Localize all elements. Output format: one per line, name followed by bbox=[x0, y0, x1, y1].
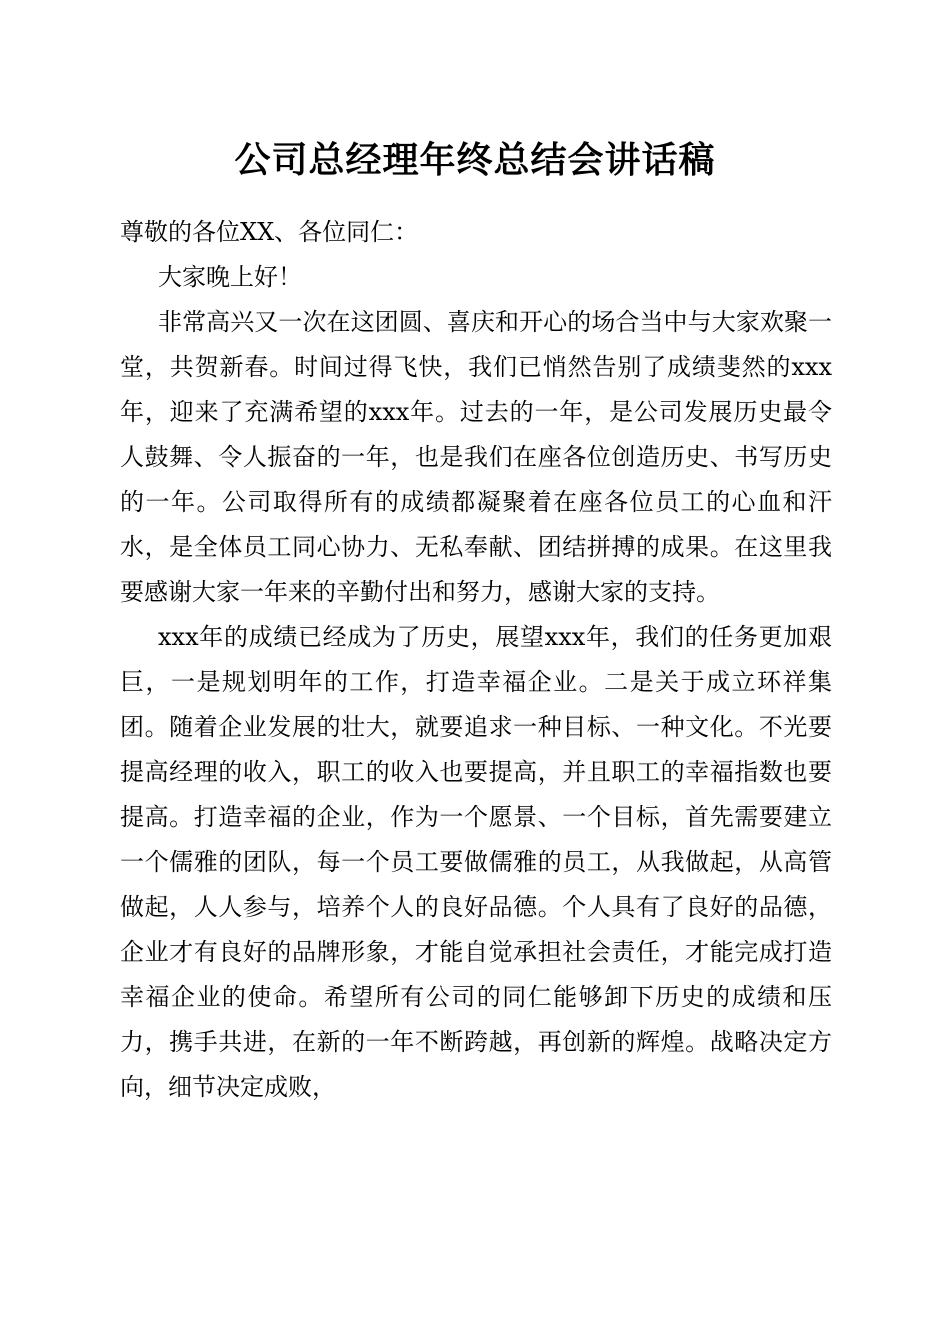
greeting: 大家晚上好！ bbox=[158, 263, 302, 291]
paragraph-1: 非常高兴又一次在这团圆、喜庆和开心的场合当中与大家欢聚一堂，共贺新春。时间过得飞快，我们已悄然告别了成绩斐然的xxx年，迎来了充满希望的xxx年。过去的一年，是公司发展历史最令人鼓舞、令人振奋的一年，也是我们在座各位创造历史、书写历史的一年。公司取得所有的成绩都凝聚着在座各位员工的心血和汗水，是全体员工同心协力、无私奉献、团结拼搏的成果。在这里我要感谢大家一年来的辛勤付出和努力，感谢大家的支持。 bbox=[120, 308, 832, 606]
document-title: 公司总经理年终总结会讲话稿 bbox=[234, 139, 716, 181]
salutation: 尊敬的各位XX、各位同仁： bbox=[120, 218, 419, 246]
paragraph-2: xxx年的成绩已经成为了历史，展望xxx年，我们的任务更加艰巨，一是规划明年的工作，打造幸福企业。二是关于成立环祥集团。随着企业发展的壮大，就要追求一种目标、一种文化。不光要提高经理的收入，职工的收入也要提高，并且职工的幸福指数也要提高。打造幸福的企业，作为一个愿景、一个目标，首先需要建立一个儒雅的团队，每一个员工要做儒雅的员工，从我做起，从高管做起，人人参与，培养个人的良好品德。个人具有了良好的品德，企业才有良好的品牌形象，才能自觉承担社会责任，才能完成打造幸福企业的使命。希望所有公司的同仁能够卸下历史的成绩和压力，携手共进，在新的一年不断跨越，再创新的辉煌。战略决定方向，细节决定成败， bbox=[120, 623, 832, 1101]
document-body bbox=[120, 210, 832, 1110]
